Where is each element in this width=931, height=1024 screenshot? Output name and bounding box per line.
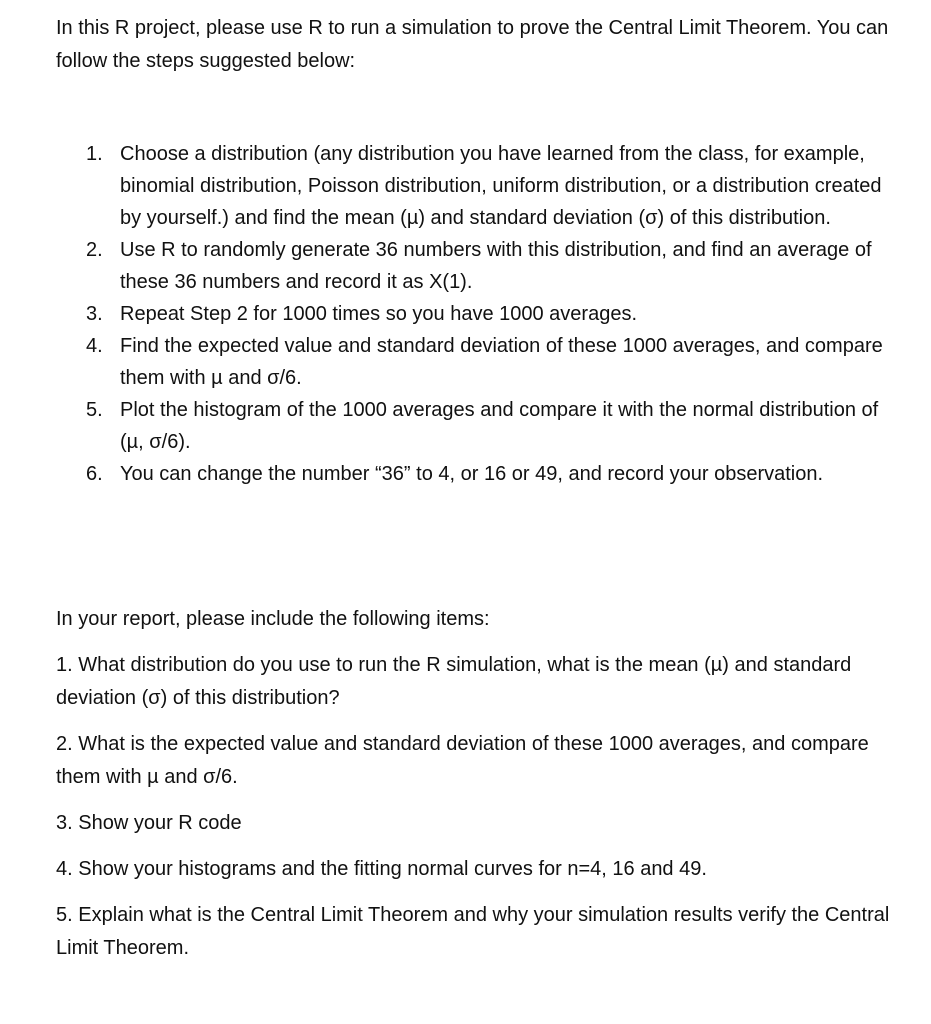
- step-number: 5.: [86, 399, 103, 421]
- intro-paragraph: In this R project, please use R to run a simulation to prove the Central Limit Theorem. You can follow the steps suggested below:: [56, 17, 889, 72]
- step-text: Plot the histogram of the 1000 averages and compare it with the normal distribution of (µ, σ/6).: [120, 399, 879, 453]
- report-item: 4. Show your histograms and the fitting normal curves for n=4, 16 and 49.: [56, 858, 707, 880]
- step-number: 4.: [86, 335, 103, 357]
- step-number: 3.: [86, 303, 103, 325]
- list-item: [86, 138, 886, 234]
- report-item: 3. Show your R code: [56, 812, 242, 834]
- report-item: 2. What is the expected value and standard deviation of these 1000 averages, and compare them with µ and σ/6.: [56, 733, 869, 788]
- list-item: [86, 394, 886, 458]
- report-items-list: [56, 649, 896, 978]
- list-item: [86, 298, 886, 330]
- list-item: [86, 234, 886, 298]
- list-item: [86, 330, 886, 394]
- step-number: 1.: [86, 143, 103, 165]
- steps-list: [86, 138, 886, 490]
- step-text: Repeat Step 2 for 1000 times so you have 1000 averages.: [120, 303, 638, 325]
- step-text: Find the expected value and standard deviation of these 1000 averages, and compare them with µ and σ/6.: [120, 335, 883, 389]
- list-item: [86, 458, 886, 490]
- report-heading: In your report, please include the following items:: [56, 608, 490, 630]
- report-item: 1. What distribution do you use to run the R simulation, what is the mean (µ) and standard deviation (σ) of this distribution?: [56, 654, 852, 709]
- step-text: Choose a distribution (any distribution you have learned from the class, for example, binomial distribution, Poisson distribution, uniform distribution, or a distribution created by yourself.) and find the mean (µ) and standard deviation (σ) of this distribution.: [120, 143, 882, 229]
- step-text: Use R to randomly generate 36 numbers with this distribution, and find an average of these 36 numbers and record it as X(1).: [120, 239, 872, 293]
- report-item: 5. Explain what is the Central Limit Theorem and why your simulation results verify the Central Limit Theorem.: [56, 904, 890, 959]
- step-number: 6.: [86, 463, 103, 485]
- step-number: 2.: [86, 239, 103, 261]
- step-text: You can change the number “36” to 4, or 16 or 49, and record your observation.: [120, 463, 824, 485]
